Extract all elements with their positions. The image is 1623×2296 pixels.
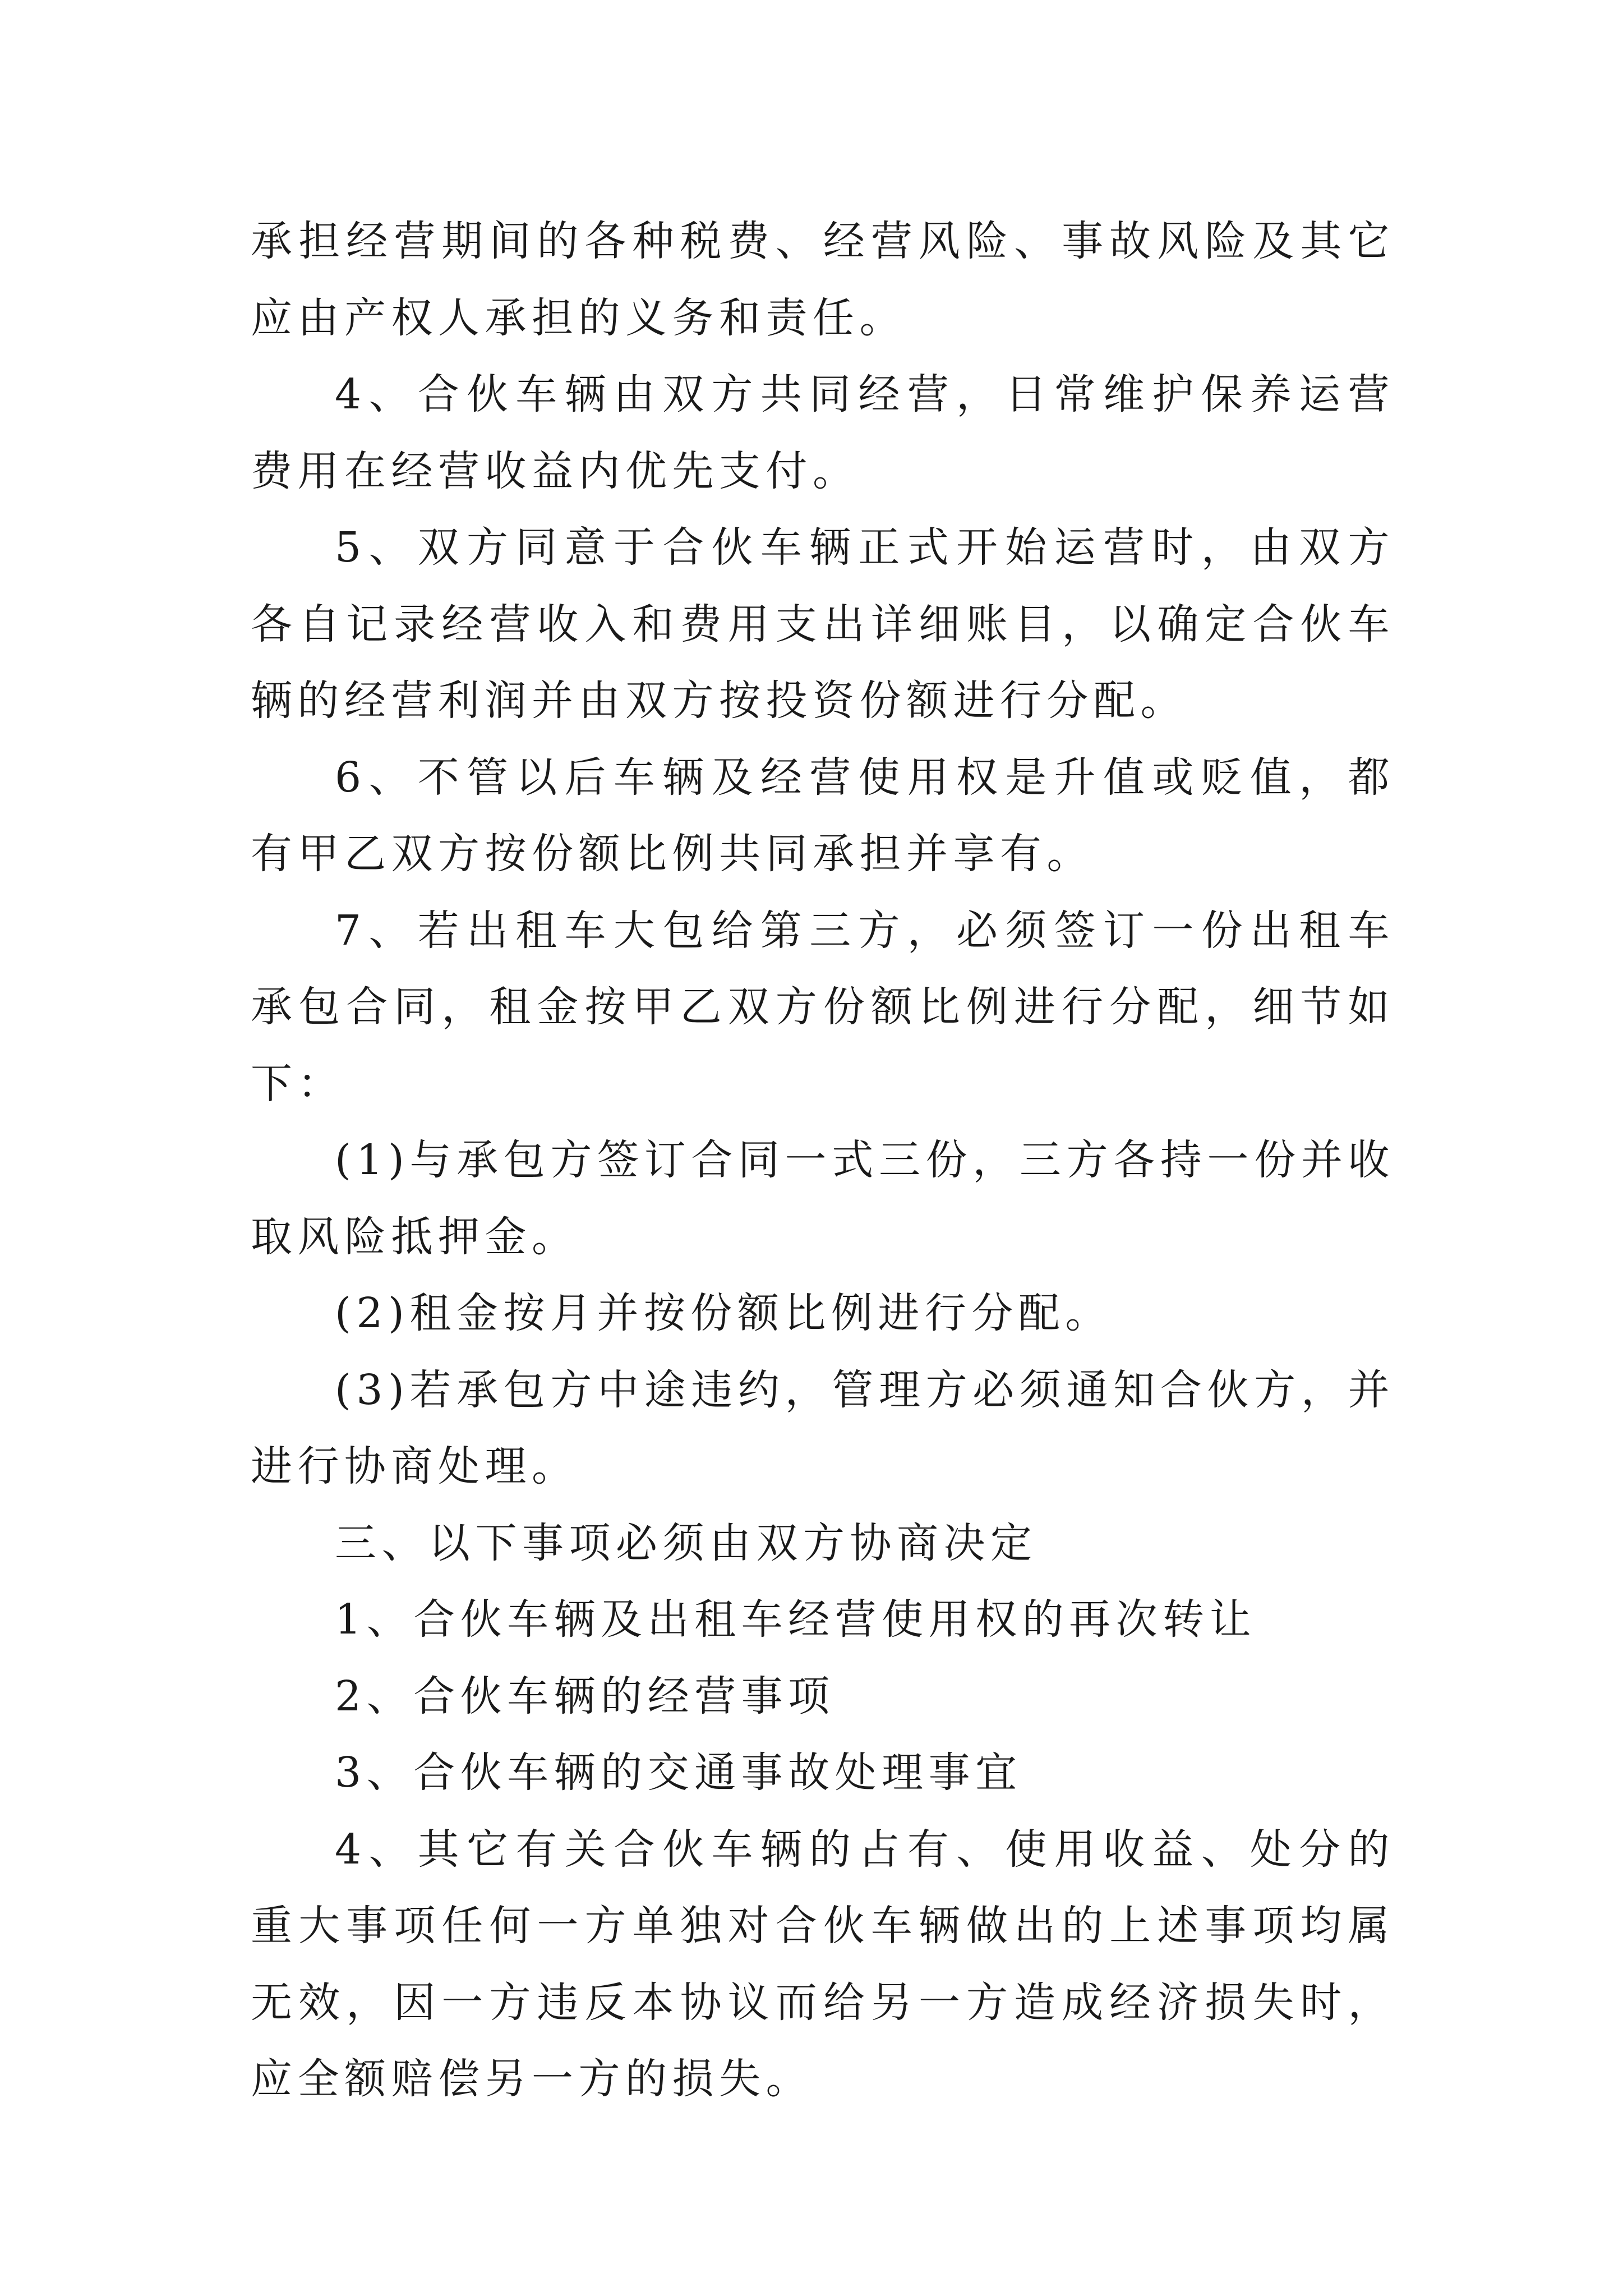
paragraph-clause-7-subcontract: 7、若出租车大包给第三方，必须签订一份出租车承包合同，租金按甲乙双方份额比例进行分配，细节如下：: [251, 906, 1395, 1108]
paragraph-matter-2: 2、合伙车辆的经营事项: [335, 1672, 835, 1720]
paragraph-matter-3: 3、合伙车辆的交通事故处理事宜: [335, 1749, 1022, 1797]
paragraph-liability-continuation: 承担经营期间的各种税费、经营风险、事故风险及其它应由产权人承担的义务和责任。: [251, 217, 1395, 342]
paragraph-subclause-2: (2)租金按月并按份额比例进行分配。: [335, 1289, 1112, 1337]
document-body: [251, 203, 1395, 2118]
paragraph-clause-5-accounting: 5、双方同意于合伙车辆正式开始运营时，由双方各自记录经营收入和费用支出详细账目，以确定合伙车辆的经营利润并由双方按投资份额进行分配。: [251, 523, 1395, 725]
paragraph-subclause-3: (3)若承包方中途违约，管理方必须通知合伙方，并进行协商处理。: [251, 1365, 1395, 1490]
paragraph-clause-4-joint-operation: 4、合伙车辆由双方共同经营，日常维护保养运营费用在经营收益内优先支付。: [251, 370, 1395, 495]
paragraph-subclause-1: (1)与承包方签订合同一式三份，三方各持一份并收取风险抵押金。: [251, 1136, 1395, 1261]
paragraph-matter-1: 1、合伙车辆及出租车经营使用权的再次转让: [335, 1595, 1257, 1644]
paragraph-clause-6-value-change: 6、不管以后车辆及经营使用权是升值或贬值，都有甲乙双方按份额比例共同承担并享有。: [251, 753, 1395, 878]
paragraph-matter-4: 4、其它有关合伙车辆的占有、使用收益、处分的重大事项任何一方单独对合伙车辆做出的上述事项均属无效，因一方违反本协议而给另一方造成经济损失时，应全额赔偿另一方的损失。: [251, 1825, 1395, 2103]
section-heading-3: 三、以下事项必须由双方协商决定: [335, 1519, 1038, 1567]
